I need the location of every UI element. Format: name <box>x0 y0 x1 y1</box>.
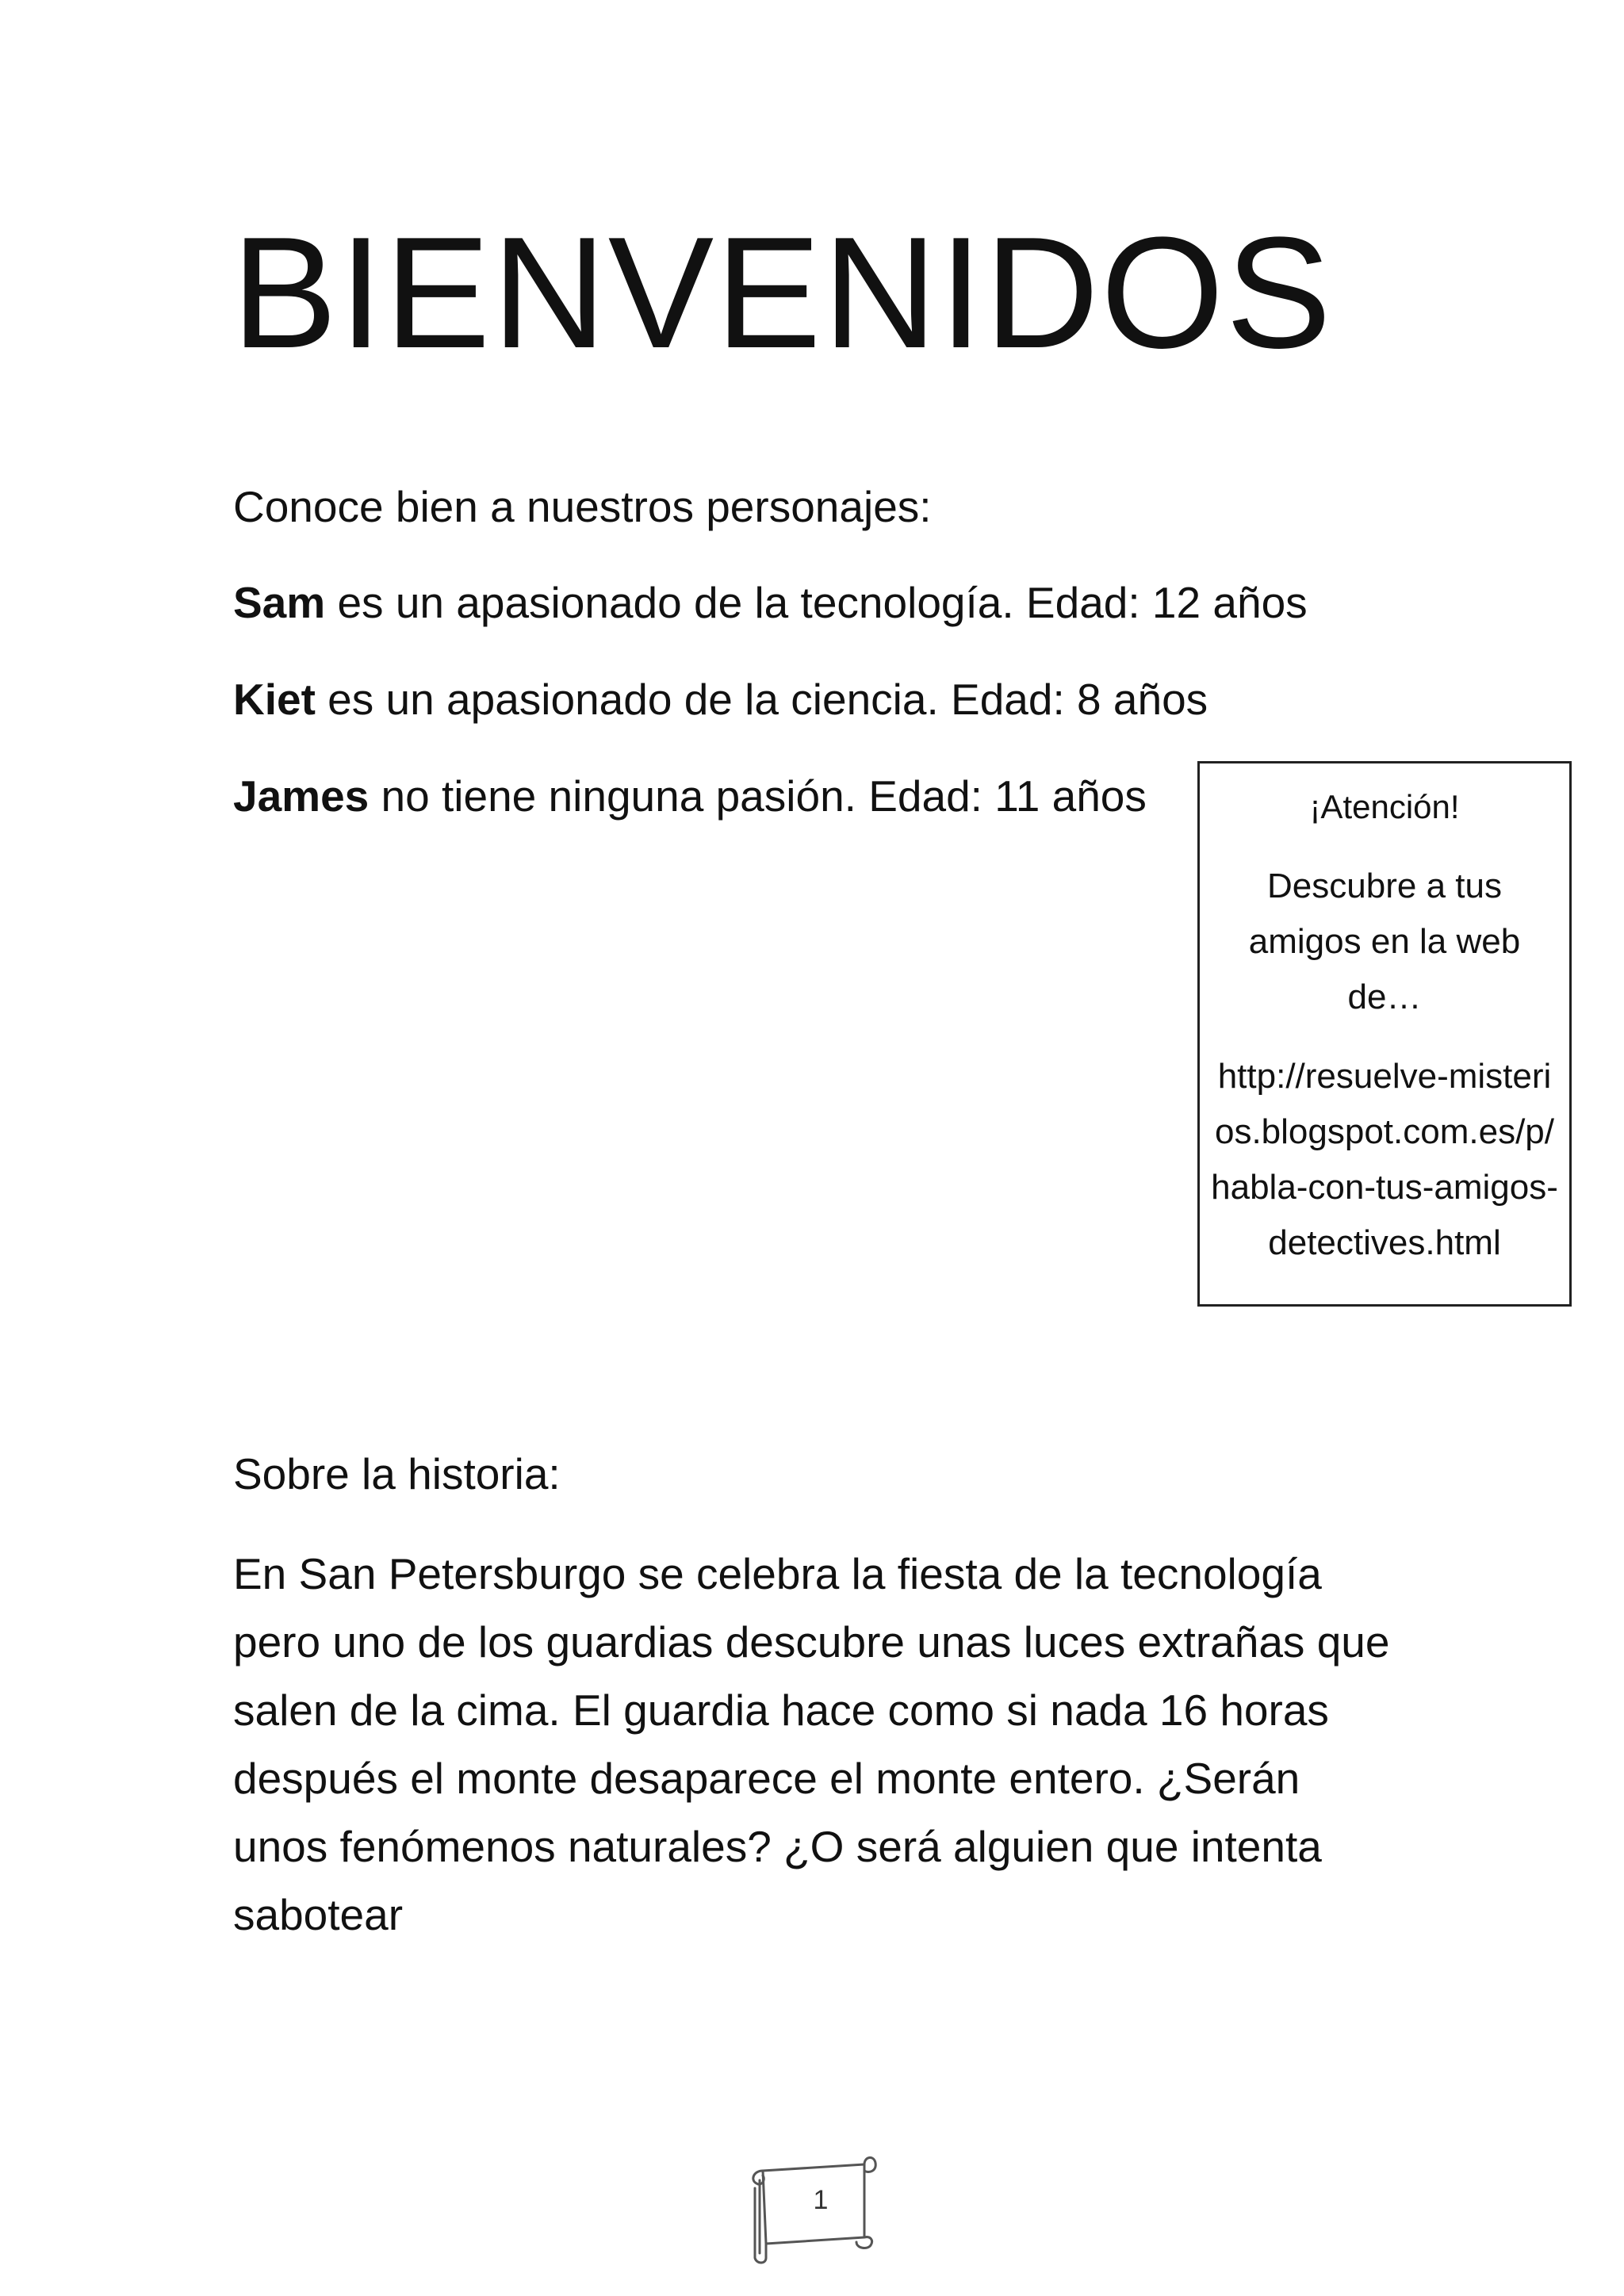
character-description: no tiene ninguna pasión. Edad: 11 años <box>369 771 1147 821</box>
notice-text: Descubre a tus amigos en la web de… <box>1248 867 1521 1016</box>
notice-url-link[interactable]: http://resuelve-misterios.blogspot.com.es/p/habla-con-tus-amigos-detectives.html <box>1211 1057 1558 1262</box>
character-name: Kiet <box>233 675 316 724</box>
notice-title: ¡Atención! <box>1309 788 1460 825</box>
notice-box <box>1197 761 1572 1307</box>
story-heading: Sobre la historia: <box>233 1449 561 1498</box>
story-text: En San Petersburgo se celebra la fiesta de la tecnología pero uno de los guardias descubre unas luces extrañas que salen de la cima. El guardia hace como si nada 16 horas después el monte desaparece el monte entero. ¿Serán unos fenómenos naturales? ¿O será alguien que intenta sabotear <box>233 1549 1390 1939</box>
characters-intro: Conoce bien a nuestros personajes: <box>233 482 932 531</box>
character-name: James <box>233 771 370 821</box>
character-entry-kiet <box>233 675 1208 724</box>
character-entry-james <box>233 771 1147 821</box>
character-description: es un apasionado de la tecnología. Edad: 12 años <box>325 578 1308 627</box>
page-title: BIENVENIDOS <box>232 205 1333 381</box>
character-entry-sam <box>233 578 1308 627</box>
page-number: 1 <box>813 2185 829 2215</box>
character-description: es un apasionado de la ciencia. Edad: 8 años <box>315 675 1208 724</box>
character-name: Sam <box>233 578 326 627</box>
